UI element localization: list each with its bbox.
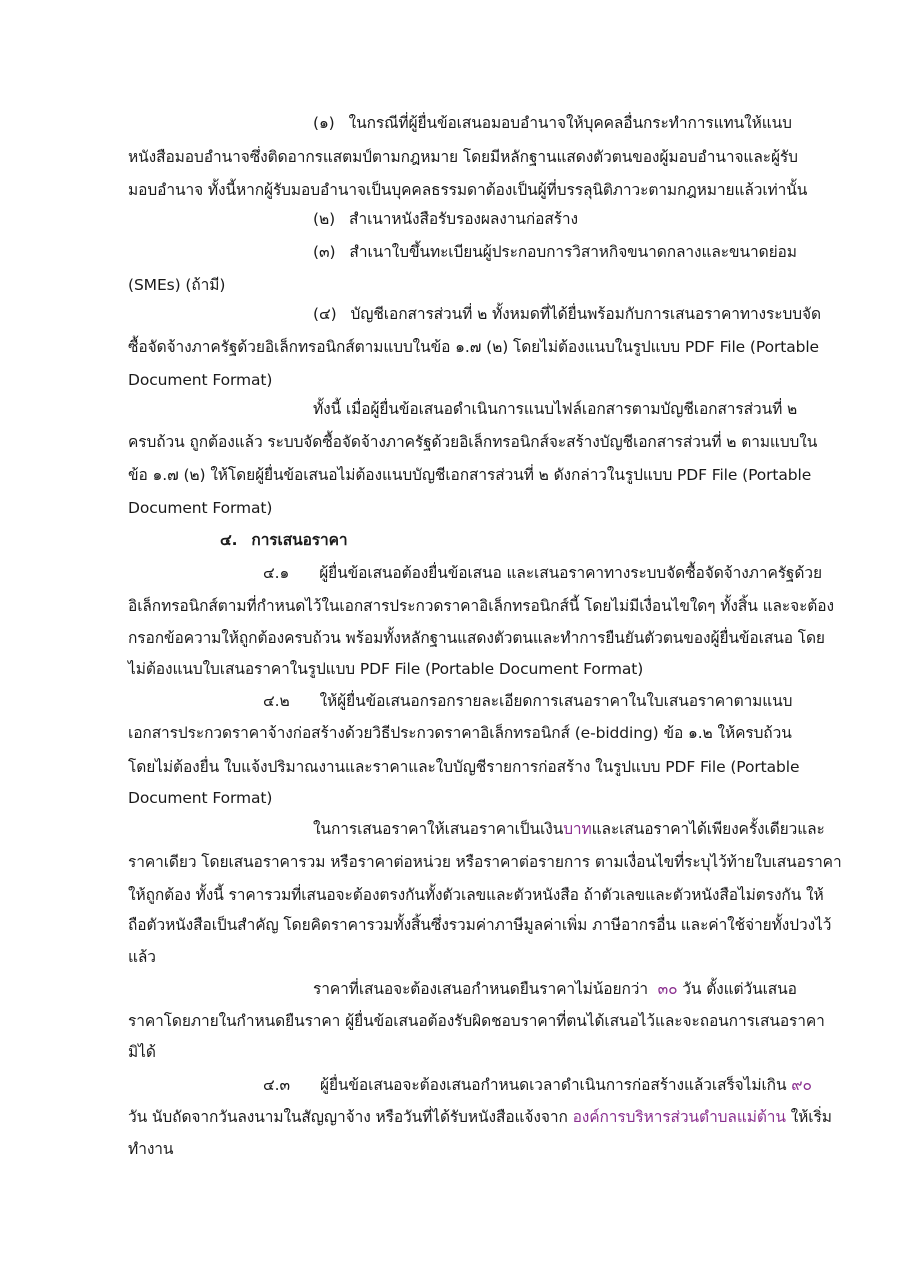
para7-line1: ราคาที่เสนอจะต้องเสนอกำหนดยืนราคาไม่น้อยกว่า ๓๐ วัน ตั้งแต่วันเสนอ: [313, 980, 797, 998]
section4-heading: [220, 529, 348, 551]
para3-number: (๓): [313, 243, 336, 261]
para5-line3: ข้อ ๑.๗ (๒) ให้โดยผู้ยื่นข้อเสนอไม่ต้องแนบบัญชีเอกสารส่วนที่ ๒ ดังกล่าวในรูปแบบ PDF File (Portable: [128, 466, 812, 484]
sub42-line3: โดยไม่ต้องยื่น ใบแจ้งปริมาณงานและราคาและใบบัญชีรายการก่อสร้าง ในรูปแบบ PDF File (Portable: [128, 758, 800, 776]
sub42-line4: Document Format): [128, 789, 273, 807]
para4-line2: ซื้อจัดจ้างภาครัฐด้วยอิเล็กทรอนิกส์ตามแบบในข้อ ๑.๗ (๒) โดยไม่ต้องแนบในรูปแบบ PDF File (Portable: [128, 338, 819, 356]
section4-title: การเสนอราคา: [251, 531, 348, 549]
para1-line1: (๑) ในกรณีที่ผู้ยื่นข้อเสนอมอบอำนาจให้บุคคลอื่นกระทำการแทนให้แนบ: [313, 114, 792, 132]
para7-line2: ราคาโดยภายในกำหนดยืนราคา ผู้ยื่นข้อเสนอต้องรับผิดชอบราคาที่ตนได้เสนอไว้และจะถอนการเสนอราคา: [128, 1012, 825, 1030]
sub43-line3: ทำงาน: [128, 1140, 174, 1158]
sub41-line2: อิเล็กทรอนิกส์ตามที่กำหนดไว้ในเอกสารประกวดราคาอิเล็กทรอนิกส์นี้ โดยไม่มีเงื่อนไขใดๆ ทั้งสิ้น และจะต้อง: [128, 597, 834, 615]
para6-line3: ให้ถูกต้อง ทั้งนี้ ราคารวมที่เสนอจะต้องตรงกันทั้งตัวเลขและตัวหนังสือ ถ้าตัวเลขและตัวหนังสือไม่ตรงกัน ให้: [128, 886, 824, 904]
para5-line1: ทั้งนี้ เมื่อผู้ยื่นข้อเสนอดำเนินการแนบไฟล์เอกสารตามบัญชีเอกสารส่วนที่ ๒: [313, 400, 798, 418]
para6-line1: ในการเสนอราคาให้เสนอราคาเป็นเงินบาทและเสนอราคาได้เพียงครั้งเดียวและ: [313, 820, 825, 838]
para1-number: (๑): [313, 114, 335, 132]
para2-number: (๒): [313, 210, 336, 228]
duration-highlight: ๙๐: [791, 1076, 812, 1094]
para6-line5: แล้ว: [128, 948, 156, 966]
para7-line3: มิได้: [128, 1043, 156, 1061]
section4-number: ๔.: [220, 531, 238, 549]
para5-line2: ครบถ้วน ถูกต้องแล้ว ระบบจัดซื้อจัดจ้างภาครัฐด้วยอิเล็กทรอนิกส์จะสร้างบัญชีเอกสารส่วนที่ ๒ ตามแบบใน: [128, 433, 818, 451]
sub42-line1: ๔.๒ ให้ผู้ยื่นข้อเสนอกรอกรายละเอียดการเสนอราคาในใบเสนอราคาตามแนบ: [263, 692, 793, 710]
sub43-number: ๔.๓: [263, 1076, 290, 1094]
agency-highlight: องค์การบริหารส่วนตำบลแม่ต้าน: [572, 1108, 786, 1126]
para3-line1: (๓) สำเนาใบขึ้นทะเบียนผู้ประกอบการวิสาหกิจขนาดกลางและขนาดย่อม: [313, 243, 797, 261]
para5-line4: Document Format): [128, 499, 273, 517]
para6-line4: ถือตัวหนังสือเป็นสำคัญ โดยคิดราคารวมทั้งสิ้นซึ่งรวมค่าภาษีมูลค่าเพิ่ม ภาษีอากรอื่น และค่าใช้จ่ายทั้งปวงไว้: [128, 916, 832, 934]
currency-highlight: บาท: [563, 820, 592, 838]
para1-line3: มอบอำนาจ ทั้งนี้หากผู้รับมอบอำนาจเป็นบุคคลธรรมดาต้องเป็นผู้ที่บรรลุนิติภาวะตามกฎหมายแล้วเท่านั้น: [128, 181, 808, 199]
para3-line2: (SMEs) (ถ้ามี): [128, 276, 226, 294]
sub42-line2: เอกสารประกวดราคาจ้างก่อสร้างด้วยวิธีประกวดราคาอิเล็กทรอนิกส์ (e-bidding) ข้อ ๑.๒ ให้ครบถ้วน: [128, 724, 792, 742]
sub41-line3: กรอกข้อความให้ถูกต้องครบถ้วน พร้อมทั้งหลักฐานแสดงตัวตนและทำการยืนยันตัวตนของผู้ยื่นข้อเสนอ โดย: [128, 629, 825, 647]
sub41-line4: ไม่ต้องแนบใบเสนอราคาในรูปแบบ PDF File (Portable Document Format): [128, 660, 644, 678]
para4-line3: Document Format): [128, 371, 273, 389]
sub42-number: ๔.๒: [263, 692, 290, 710]
para1-line2: หนังสือมอบอำนาจซึ่งติดอากรแสตมป์ตามกฎหมาย โดยมีหลักฐานแสดงตัวตนของผู้มอบอำนาจและผู้รับ: [128, 148, 798, 166]
para2-line1: (๒) สำเนาหนังสือรับรองผลงานก่อสร้าง: [313, 210, 578, 228]
sub41-line1: ๔.๑ ผู้ยื่นข้อเสนอต้องยื่นข้อเสนอ และเสนอราคาทางระบบจัดซื้อจัดจ้างภาครัฐด้วย: [263, 564, 822, 582]
days-highlight: ๓๐: [657, 980, 678, 998]
sub41-number: ๔.๑: [263, 564, 290, 582]
sub43-line2: วัน นับถัดจากวันลงนามในสัญญาจ้าง หรือวันที่ได้รับหนังสือแจ้งจาก องค์การบริหารส่วนตำบลแม่ต้าน ให้เริ่ม: [128, 1108, 832, 1126]
para4-line1: (๔) บัญชีเอกสารส่วนที่ ๒ ทั้งหมดที่ได้ยื่นพร้อมกับการเสนอราคาทางระบบจัด: [313, 305, 821, 323]
para4-number: (๔): [313, 305, 337, 323]
para6-line2: ราคาเดียว โดยเสนอราคารวม หรือราคาต่อหน่วย หรือราคาต่อรายการ ตามเงื่อนไขที่ระบุไว้ท้ายใบเสนอราคา: [128, 853, 842, 871]
sub43-line1: ๔.๓ ผู้ยื่นข้อเสนอจะต้องเสนอกำหนดเวลาดำเนินการก่อสร้างแล้วเสร็จไม่เกิน ๙๐: [263, 1076, 812, 1094]
